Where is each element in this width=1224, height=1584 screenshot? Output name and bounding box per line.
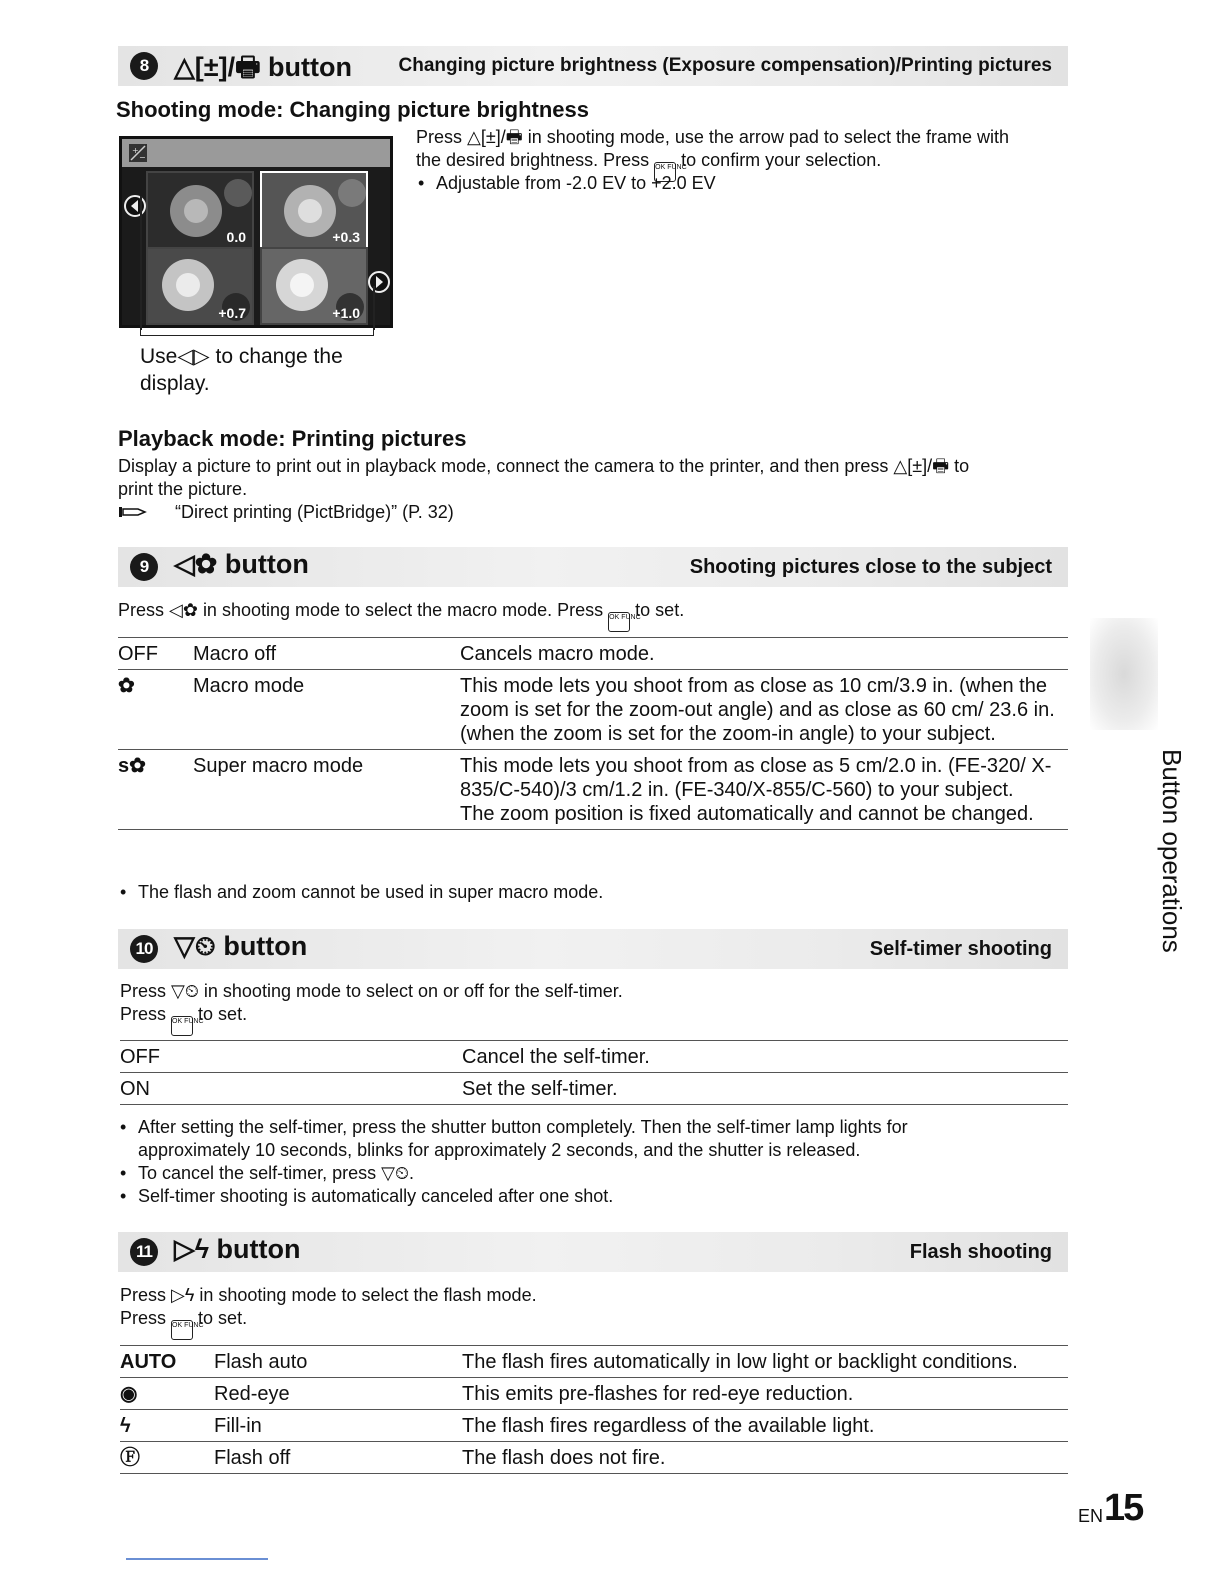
exposure-value: 0.0 [226,229,246,245]
self-timer-table [120,1040,1068,1105]
page-reference: “Direct printing (PictBridge)” (P. 32) [118,501,454,524]
exposure-icon [128,143,148,163]
table-row [120,1073,1068,1105]
section-title: △[±]/🖶 button [174,52,353,82]
flash-intro-1: Press ▷ϟ in shooting mode to select the flash mode. [120,1285,537,1305]
mode-name: Fill-in [214,1415,262,1437]
option-description: Set the self-timer. [462,1078,618,1100]
svg-text:−: − [139,153,146,162]
mode-name: Macro mode [193,675,305,697]
exposure-value: +0.7 [218,305,246,321]
thumbnail-frame [146,247,254,325]
macro-icon: ✿ [118,675,135,697]
mode-name: Macro off [193,643,276,665]
shooting-mode-bullets [416,172,716,195]
section-title: ▽⏲ button [174,931,308,961]
mode-description: The flash fires regardless of the available light. [462,1415,875,1437]
mode-name: Super macro mode [193,755,364,777]
callout-bracket [140,328,374,336]
ok-func-button-icon: OK FUNC [608,612,630,632]
mode-name: Flash auto [214,1351,308,1373]
shooting-mode-text-1: Press △[±]/🖶 in shooting mode, use the arrow pad to select the frame with [416,127,1009,147]
mode-description: The flash fires automatically in low light or backlight conditions. [462,1351,1018,1373]
flash-off-icon: Ⓕ [120,1447,140,1469]
section-subtitle: Flash shooting [909,1241,1052,1263]
self-timer-notes [118,1116,1018,1208]
mode-name: Flash off [214,1447,291,1469]
flash-intro-2: Press OK FUNC to set. [120,1307,247,1340]
macro-mode-table [118,637,1068,830]
table-row [118,638,1068,670]
section-number-badge: 9 [130,553,158,581]
shooting-mode-heading: Shooting mode: Changing picture brightness [116,97,589,122]
table-row [118,670,1068,750]
option-description: Cancel the self-timer. [462,1046,650,1068]
mode-description: The flash does not fire. [462,1447,666,1469]
table-row [118,750,1068,830]
bullet-item: • Self-timer shooting is automatically canceled after one shot. [118,1185,1018,1208]
thumbnail-frame [146,171,254,249]
option-label: OFF [120,1046,160,1068]
red-eye-icon: ◉ [120,1383,138,1405]
svg-text:+: + [132,146,139,155]
mode-description: This mode lets you shoot from as close as 5 cm/2.0 in. (FE-320/ X-835/C-540)/3 cm/1.2 in. (FE-340/X-855/C-560) to your subject. The zoom position is fixed automatically and cannot be changed. [460,755,1052,825]
ok-func-button-icon: OK FUNC [654,162,676,182]
thumbnail-frame-selected [260,171,368,249]
super-macro-icon: s✿ [118,755,146,777]
self-timer-intro-1: Press ▽⏲ in shooting mode to select on or off for the self-timer. [120,981,623,1001]
section-10-header [118,929,1068,969]
side-tab-label: Button operations [1157,749,1187,953]
section-subtitle: Changing picture brightness (Exposure compensation)/Printing pictures [398,55,1052,76]
flash-auto-icon: AUTO [120,1351,177,1373]
self-timer-intro-2: Press OK FUNC to set. [120,1003,247,1036]
camera-screen-illustration [119,136,393,328]
table-row [120,1378,1068,1410]
section-number-badge: 10 [130,935,158,963]
table-row [120,1410,1068,1442]
left-arrow-icon [124,191,146,221]
reference-hand-icon [118,504,152,520]
exposure-value: +1.0 [332,305,360,321]
ok-func-button-icon: OK FUNC [171,1320,193,1340]
section-title: ◁✿ button [174,549,309,579]
bullet-item: • To cancel the self-timer, press ▽⏲. [118,1162,1018,1185]
playback-mode-heading: Playback mode: Printing pictures [118,426,467,451]
section-title: ▷ϟ button [174,1234,301,1264]
option-label: ON [120,1078,150,1100]
callout-line-right [373,286,375,330]
playback-text-1: Display a picture to print out in playback mode, connect the camera to the printer, and then press △[±]/🖶 to [118,456,970,476]
mode-description: This emits pre-flashes for red-eye reduction. [462,1383,854,1405]
mode-icon: OFF [118,643,158,665]
section-11-header [118,1232,1068,1272]
flash-mode-table [120,1345,1068,1474]
table-row [120,1346,1068,1378]
callout-line-left [140,196,142,330]
macro-intro: Press ◁✿ in shooting mode to select the macro mode. Press OK FUNC to set. [118,599,684,632]
footer-rule [126,1558,268,1560]
screen-caption: Use◁▷ to change the display. [140,345,343,395]
exposure-value: +0.3 [332,229,360,245]
table-row [120,1041,1068,1073]
page-number: 15 [1104,1487,1143,1529]
mode-name: Red-eye [214,1383,290,1405]
ok-func-button-icon: OK FUNC [171,1016,193,1036]
section-subtitle: Shooting pictures close to the subject [689,556,1052,578]
bullet-item: • The flash and zoom cannot be used in super macro mode. [118,881,603,904]
thumbnail-frame [260,247,368,325]
side-tab-marker [1090,618,1158,730]
language-label: EN [1078,1506,1104,1526]
section-8-header [118,46,1068,86]
table-row [120,1442,1068,1474]
playback-text-2: print the picture. [118,479,248,499]
screen-topbar [122,139,390,167]
mode-description: Cancels macro mode. [460,643,655,665]
bullet-item: • Adjustable from -2.0 EV to +2.0 EV [416,172,716,195]
section-number-badge: 8 [130,52,158,80]
section-9-header [118,547,1068,587]
section-number-badge: 11 [130,1238,158,1266]
shooting-mode-text-2: the desired brightness. Press OK FUNC to confirm your selection. [416,149,881,182]
fill-in-flash-icon: ϟ [120,1415,131,1437]
macro-notes [118,881,603,904]
right-arrow-icon [368,267,390,297]
bullet-item: • After setting the self-timer, press the shutter button completely. Then the self-timer lamp lights for approximately 10 seconds, blinks for approximately 2 seconds, and the shutter is released. [118,1116,1018,1162]
mode-description: This mode lets you shoot from as close as 10 cm/3.9 in. (when the zoom is set for the zoom-out angle) and as close as 60 cm/ 23.6 in. (when the zoom is set for the zoom-in angle) to your subject. [460,675,1055,745]
section-subtitle: Self-timer shooting [869,938,1052,960]
